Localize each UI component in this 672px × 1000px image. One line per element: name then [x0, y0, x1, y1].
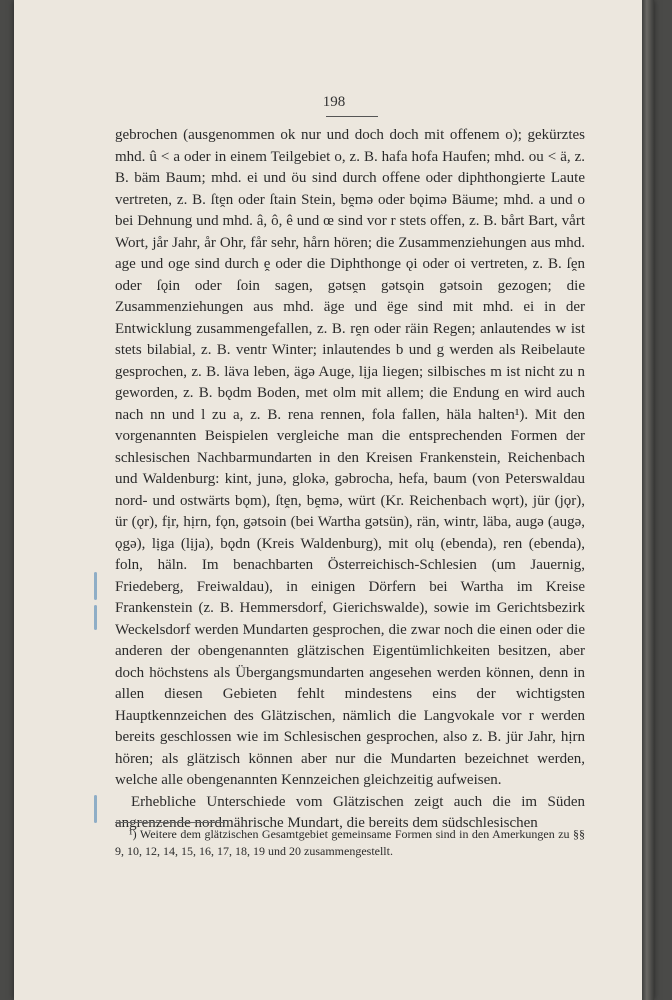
- page-number: 198: [322, 94, 346, 110]
- paragraph: gebrochen (ausgenommen ok nur und doch doch mit offenem o); gekürztes mhd. û < a oder in einem Teilgebiet o, z. B. hafa hofa Haufen; mhd. ou < ä, z. B. bäm Baum; mhd. ei und öu sind durch offene oder diphthongierte Laute vertreten, z. B. ſtḙn oder ſtain Stein, bḙmə oder bǫimə Bäume; mhd. a und o bei Dehnung und mhd. â, ô, ê und œ sind vor r stets offen, z. B. bårt Bart, vårt Wort, jår Jahr, år Ohr, får sehr, hårn hören; die Zusammenziehungen aus mhd. age und oge sind durch ḙ oder die Diphthonge ǫi oder oi vertreten, z. B. ſḙn oder ſǫin oder ſoin sagen, gətsḙn gətsǫin gətsoin gezogen; die Zusammenziehungen aus mhd. äge und ëge sind mit mhd. ei in der Entwicklung zusammengefallen, z. B. rḙn oder räin Regen; anlautendes w ist stets bilabial, z. B. ventr Winter; inlautendes b und g werden als Reibelaute gesprochen, z. B. läva leben, ägə Auge, lịja liegen; silbisches m ist nicht zu n geworden, z. B. bǫdm Boden, met olm mit allem; die Endung en wird auch nach nn und l zu a, z. B. rena rennen, fola fallen, häla halten¹). Mit den vorgenannten Beispielen vergleiche man die entsprechenden Formen der schlesischen Nachbarmundarten in den Kreisen Frankenstein, Reichenbach und Waldenburg: kint, junə, glokə, gəbrocha, hefa, baum (von Peterswaldau nord- und ostwärts bǫm), ſtḙn, bḙmə, würt (Kr. Reichenbach wǫrt), jür (jǫr), ür (ǫr), fịr, hịrn, fǫn, gətsoin (bei Wartha gətsün), rän, wintr, läba, augə (augə, ǫgə), lịga (lịja), bǫdn (Kreis Waldenburg), mit olų (ebenda), ren (ebenda), foln, häln. Im benachbarten Österreichisch-Schlesien (um Jauernig, Friedeberg, Freiwaldau), in einigen Dörfern bei Wartha im Kreise Frankenstein (z. B. Hemmersdorf, Gierichswalde), sowie im Gerichtsbezirk Weckelsdorf werden Mundarten gesprochen, die zwar noch die einen oder die anderen der obengenannten glätzischen Eigentümlichkeiten besitzen, aber doch höchstens als Übergangsmundarten angesehen werden können, denn in allen diesen Gebieten fehlt mindestens eins der wichtigsten Hauptkennzeichen des Glätzischen, nämlich die Langvokale vor r werden bereits geschlossen wie im Schlesischen gesprochen, also z. B. jür Jahr, hịrn hören; als glätzisch können aber nur die Mundarten bezeichnet werden, welche alle obengenannten Kennzeichen gleichzeitig aufweisen.: [115, 127, 585, 788]
- margin-annotation-mark: [94, 605, 97, 630]
- book-page: [14, 0, 654, 1000]
- footnote: [115, 826, 585, 860]
- page-edge: [642, 0, 654, 1000]
- footnote-text: ¹) Weitere dem glätzischen Gesamtgebiet gemeinsame Formen sind in den Amerkungen zu §§ 9, 10, 12, 14, 15, 16, 17, 18, 19 und 20 zusammengestellt.: [115, 827, 585, 858]
- margin-annotation-mark: [94, 572, 97, 600]
- header-rule: [326, 116, 378, 117]
- footnote-rule: [115, 822, 225, 823]
- paragraph: Erhebliche Unterschiede vom Glätzischen zeigt auch die im Süden angrenzende nordmährische Mundart, die bereits dem südschlesischen: [115, 793, 585, 831]
- margin-annotation-mark: [94, 795, 97, 823]
- body-text: [115, 125, 585, 835]
